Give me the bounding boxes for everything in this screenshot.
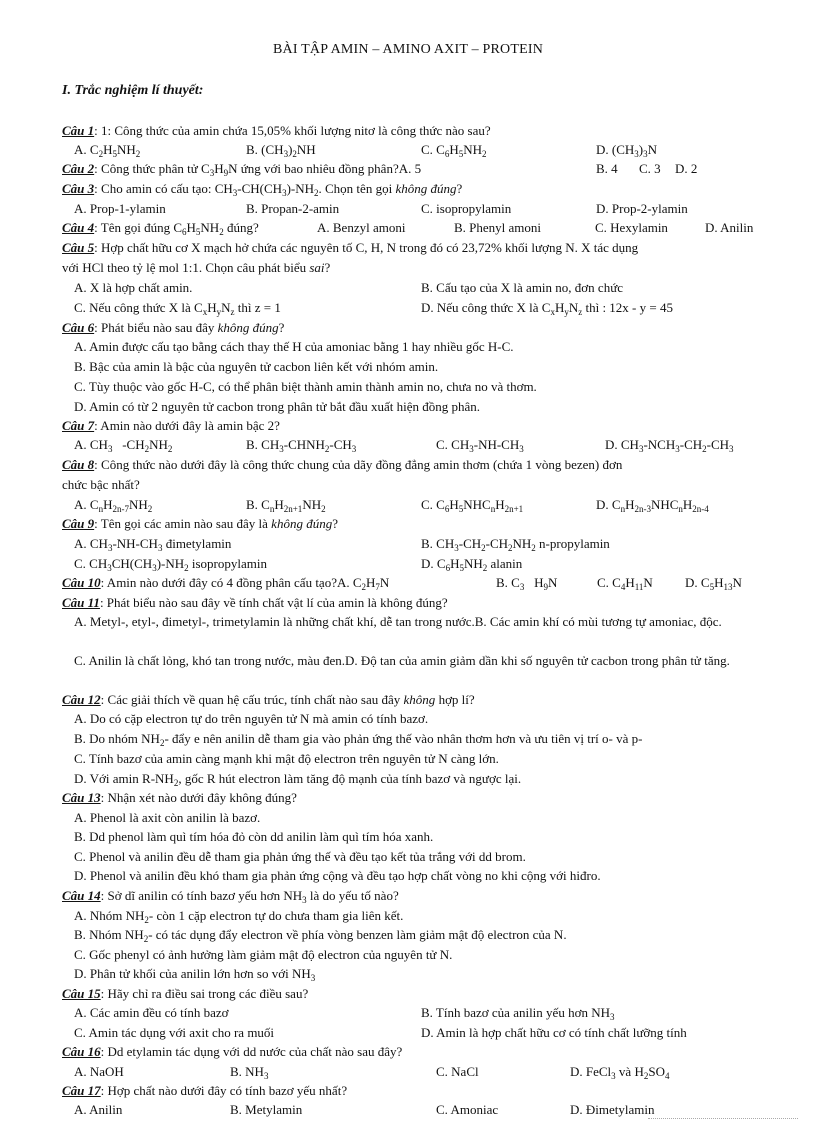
option-d: D. $C_5H_{13}N$ (685, 575, 742, 592)
option-c: C. Nếu công thức X là $C_xH_yN_z$ thì z = 1 (74, 300, 281, 317)
option-a: A. $C_nH_{2n-7}NH_2$ (74, 497, 153, 514)
option-a: A. $C_2H_5NH_2$ (74, 142, 141, 159)
option-d: D. Phân tử khối của anilin lớn hơn so với $NH_3$ (74, 966, 316, 983)
question-13: Câu 13: Nhận xét nào dưới đây không đúng? (62, 790, 297, 805)
option-c: C. Amin tác dụng với axit cho ra muối (74, 1025, 275, 1040)
option-d: D. Nếu công thức X là $C_xH_yN_z$ thì : 12x - y = 45 (421, 300, 673, 317)
option-d: D. Amin có từ 2 nguyên tử cacbon trong phân tử bắt đầu xuất hiện đồng phân. (74, 399, 481, 414)
option-b: B. Bậc của amin là bậc của nguyên tử cacbon liên kết với nhóm amin. (74, 359, 439, 374)
option-b: B. Phenyl amoni (454, 220, 542, 235)
option-c: C. $C_6H_5NHC_nH_{2n+1}$ (421, 497, 524, 514)
question-14: Câu 14: Sở dĩ anilin có tính bazơ yếu hơn $NH_3$ là do yếu tố nào? (62, 888, 399, 905)
question-15: Câu 15: Hãy chỉ ra điều sai trong các điều sau? (62, 986, 309, 1001)
question-3: Câu 3: Cho amin có cấu tạo: $CH_3-CH(CH_3)-NH_2$. Chọn tên gọi không đúng? (62, 181, 463, 198)
option-b: B. 4 (596, 161, 618, 176)
option-d: D. Amin là hợp chất hữu cơ có tính chất lưỡng tính (421, 1025, 687, 1040)
option-d: D. $C_6H_5NH_2$ alanin (421, 556, 523, 573)
option-c: C. Tùy thuộc vào gốc H-C, có thể phân biệt thành amin thành amin no, chưa no và thơm. (74, 379, 537, 394)
question-11: Câu 11: Phát biểu nào sau đây về tính chất vật lí của amin là không đúng? (62, 595, 448, 610)
option-a: A. $CH_3$ $-CH_2NH_2$ (74, 437, 173, 454)
option-c: C. $CH_3CH(CH_3)-NH_2$ isopropylamin (74, 556, 267, 573)
option-a: A. X là hợp chất amin. (74, 280, 193, 295)
option-d: D. FeCl$_3$ và $H_2SO_4$ (570, 1064, 670, 1081)
question-5: Câu 5: Hợp chất hữu cơ X mạch hở chứa các nguyên tố C, H, N trong đó có 23,72% khối lượng N. X tác dụng (62, 240, 639, 255)
option-c: C. $C_4H_{11}N$ (597, 575, 653, 592)
option-b: B. Cấu tạo của X là amin no, đơn chức (421, 280, 624, 295)
question-8-cont: chức bậc nhất? (62, 477, 140, 492)
option-d: D. 2 (675, 161, 698, 176)
section-heading: I. Trắc nghiệm lí thuyết: (62, 83, 204, 98)
option-b: B. Propan-2-amin (246, 201, 340, 216)
question-9: Câu 9: Tên gọi các amin nào sau đây là không đúng? (62, 516, 338, 531)
option-d: D. $(CH_3)_3N$ (596, 142, 658, 159)
question-11-statement-cd: C. Anilin là chất lỏng, khó tan trong nước, màu đen.D. Độ tan của amin giảm dần khi số nguyên tử cacbon trong phân tử tăng. (74, 653, 730, 668)
option-d: D. Đimetylamin (570, 1102, 655, 1117)
option-d: D. Anilin (705, 220, 754, 235)
question-5-cont: với HCl theo tỷ lệ mol 1:1. Chọn câu phát biểu sai? (62, 260, 331, 275)
option-c: C. Amoniac (436, 1102, 499, 1117)
option-d: D. $CH_3-NCH_3-CH_2-CH_3$ (605, 437, 734, 454)
question-2: Câu 2: Công thức phân tử $C_3H_9N$ ứng với bao nhiêu đồng phân?A. 5 B. 4 C. 3 D. 2 (62, 161, 698, 178)
option-a: A. Benzyl amoni (317, 220, 406, 235)
question-11-statement-ab: A. Metyl-, etyl-, đimetyl-, trimetylamin là những chất khí, dễ tan trong nước.B. Các amin khí có mùi tương tự amoniac, độc. (74, 614, 722, 629)
question-8: Câu 8: Công thức nào dưới đây là công thức chung của dãy đồng đẳng amin thơm (chứa 1 vòng bezen) đơn (62, 457, 623, 472)
option-a: A. Các amin đều có tính bazơ (74, 1005, 229, 1020)
option-b: B. $C_3$ $H_9N$ (496, 575, 558, 592)
option-c: C. $CH_3-NH-CH_3$ (436, 437, 524, 454)
option-b: B. $NH_3$ (230, 1064, 269, 1081)
option-c: C. isopropylamin (421, 201, 512, 216)
question-4: Câu 4: Tên gọi đúng $C_6H_5NH_2$ đúng? A. Benzyl amoni B. Phenyl amoni C. Hexylamin D. Anilin (62, 220, 754, 237)
option-b: B. Dd phenol làm quì tím hóa đỏ còn dd anilin làm quì tím hóa xanh. (74, 829, 434, 844)
option-a: A. Phenol là axit còn anilin là bazơ. (74, 810, 261, 825)
option-b: B. Tính bazơ của anilin yếu hơn $NH_3$ (421, 1005, 615, 1022)
option-c: C. Hexylamin (595, 220, 668, 235)
option-d: D. Với amin $R-NH_2$, gốc R hút electron làm tăng độ mạnh của tính bazơ và ngược lại. (74, 771, 522, 788)
option-c: C. Phenol và anilin đều dễ tham gia phản ứng thế và đều tạo kết tủa trắng với dd brom. (74, 849, 526, 864)
question-10: Câu 10: Amin nào dưới đây có 4 đồng phân cấu tạo?A. $C_2H_7N$ B. $C_3$ $H_9N$ C. $C_4H_{11}N$ D. $C_5H_{13}N$ (62, 575, 742, 592)
question-16: Câu 16: Dd etylamin tác dụng với dd nước của chất nào sau đây? (62, 1044, 403, 1059)
option-a: A. Do có cặp electron tự do trên nguyên tử N mà amin có tính bazơ. (74, 711, 429, 726)
option-a: A. $CH_3-NH-CH_3$ đimetylamin (74, 536, 232, 553)
option-d: D. $C_nH_{2n-3}NHC_nH_{2n-4}$ (596, 497, 709, 514)
footer-divider (648, 1118, 798, 1119)
option-d: D. Phenol và anilin đều khó tham gia phản ứng cộng và đều tạo hợp chất vòng no khi cộng với hiđro. (74, 868, 601, 883)
option-c: C. Tính bazơ của amin càng mạnh khi mật độ electron trên nguyên tử N càng lớn. (74, 751, 499, 766)
option-b: B. $CH_3-CH_2-CH_2NH_2$ n-propylamin (421, 536, 610, 553)
option-c: C. Gốc phenyl có ảnh hưởng làm giảm mật độ electron của nguyên tử N. (74, 947, 453, 962)
option-a: A. Anilin (74, 1102, 123, 1117)
option-b: B. Nhóm $NH_2-$ có tác dụng đẩy electron về phía vòng benzen làm giảm mật độ electron của N. (74, 927, 567, 944)
page-title: BÀI TẬP AMIN – AMINO AXIT – PROTEIN (272, 42, 544, 57)
option-a: A. Amin được cấu tạo bằng cách thay thế H của amoniac bằng 1 hay nhiều gốc H-C. (74, 339, 514, 354)
question-12: Câu 12: Các giải thích về quan hệ cấu trúc, tính chất nào sau đây không hợp lí? (62, 692, 475, 707)
option-b: B. $C_nH_{2n+1}NH_2$ (246, 497, 326, 514)
option-b: B. $(CH_3)_2NH$ (246, 142, 316, 159)
option-c: C. 3 (639, 161, 661, 176)
question-17: Câu 17: Hợp chất nào dưới đây có tính bazơ yếu nhất? (62, 1083, 348, 1098)
option-b: B. Metylamin (230, 1102, 303, 1117)
question-6: Câu 6: Phát biểu nào sau đây không đúng? (62, 320, 285, 335)
option-c: C. NaCl (436, 1064, 479, 1079)
option-a: A. Nhóm $NH_2-$ còn 1 cặp electron tự do chưa tham gia liên kết. (74, 908, 404, 925)
option-b: B. $CH_3-CHNH_2-CH_3$ (246, 437, 357, 454)
question-7: Câu 7: Amin nào dưới đây là amin bậc 2? (62, 418, 280, 433)
option-a: A. Prop-1-ylamin (74, 201, 166, 216)
option-d: D. Prop-2-ylamin (596, 201, 688, 216)
option-a: A. NaOH (74, 1064, 124, 1079)
question-1: Câu 1: 1: Công thức của amin chứa 15,05% khối lượng nitơ là công thức nào sau? (62, 123, 491, 138)
option-b: B. Do nhóm $NH_2-$ đẩy e nên anilin dễ tham gia vào phản ứng thế vào nhân thơm hơn và ưu tiên vị trí o- và p- (74, 731, 643, 748)
option-c: C. $C_6H_5NH_2$ (421, 142, 487, 159)
